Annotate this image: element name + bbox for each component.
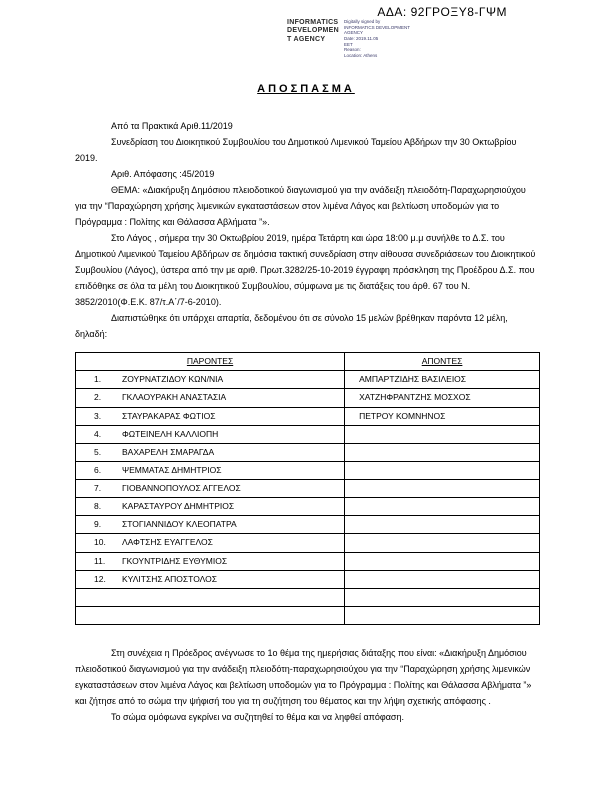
signature-detail-line: Digitally signed by <box>344 19 381 24</box>
absent-cell <box>345 588 540 606</box>
signature-detail-line: Location: Athens <box>344 52 378 58</box>
present-member-name: ΦΩΤΕΙΝΕΛΗ ΚΑΛΛΙΟΠΗ <box>122 428 219 439</box>
theme-paragraph: ΘΕΜΑ: «Διακήρυξη Δημόσιου πλειοδοτικού διαγωνισμού για την ανάδειξη πλειοδότη-Παραχωρησιούχου για την “Παραχώρηση χρήσης λιμενικών εγκαταστάσεων στον λιμένα Λάγος και βελτίωση υποδομών για το Πρόγραμμα : Πολίτης και Θάλασσα Αβλήματα ”». <box>75 185 526 228</box>
present-cell <box>76 389 345 407</box>
row-number: 7. <box>94 483 102 494</box>
signature-detail-line: INFORMATICS DEVELOPMENT AGENCY <box>344 24 410 36</box>
present-cell <box>76 516 345 534</box>
present-cell <box>76 498 345 516</box>
attendance-row <box>76 407 540 425</box>
signature-detail-line: Reason: <box>344 47 361 53</box>
present-cell <box>76 407 345 425</box>
absent-cell <box>345 461 540 479</box>
signature-agency-name <box>287 19 339 58</box>
row-number: 12. <box>94 573 106 584</box>
absent-cell <box>345 389 540 407</box>
present-member-name: ΓΚΛΑΟΥΡΑΚΗ ΑΝΑΣΤΑΣΙΑ <box>122 392 227 403</box>
signature-detail-line: EET <box>344 41 353 47</box>
digital-signature-stamp <box>287 19 414 58</box>
absent-cell <box>345 516 540 534</box>
agency-line: DEVELOPMEN <box>287 27 340 35</box>
present-member-name: ΓΚΟΥΝΤΡΙΔΗΣ ΕΥΘΥΜΙΟΣ <box>122 555 228 566</box>
present-member-name: ΣΤΟΓΙΑΝΝΙΔΟΥ ΚΛΕΟΠΑΤΡΑ <box>122 519 237 530</box>
absent-member-name: ΑΜΠΑΡΤΖΙΔΗΣ ΒΑΣΙΛΕΙΟΣ <box>359 374 467 385</box>
present-cell <box>76 606 345 624</box>
row-number: 6. <box>94 464 102 475</box>
attendance-row <box>76 443 540 461</box>
present-member-name: ΣΤΑΥΡΑΚΑΡΑΣ ΦΩΤΙΟΣ <box>122 410 216 421</box>
present-member-name: ΒΑΧΑΡΕΛΗ ΣΜΑΡΑΓΔΑ <box>122 446 215 457</box>
signature-detail-line: Date: 2019.11.05 <box>344 35 379 41</box>
meeting-paragraph: Στο Λάγος , σήμερα την 30 Οκτωβρίου 2019, ημέρα Τετάρτη και ώρα 18:00 μ.μ συνήλθε το Δ.Σ. του Δημοτικού Λιμενικού Ταμείου Αβδήρων σε δημόσια τακτική συνεδρίαση στην αίθουσα συνεδριάσεων του Διοικητικού Συμβουλίου (Λάγος), ύστερα από την με αριθ. Πρωτ.3282/25-10-2019 έγγραφη πρόσκληση της Προέδρου Δ.Σ. που επιδόθηκε σε όλα τα μέλη του Διοικητικού Συμβουλίου, σύμφωνα με τις διατάξεις του άρθ. 67 του Ν. 3852/2010(Φ.Ε.Κ. 87/τ.Α΄/7-6-2010). <box>75 233 536 308</box>
row-number: 4. <box>94 428 102 439</box>
closing-section <box>75 645 540 725</box>
attendance-header-row <box>76 353 540 371</box>
present-cell <box>76 443 345 461</box>
row-number: 10. <box>94 537 106 548</box>
attendance-row <box>76 570 540 588</box>
row-number: 3. <box>94 410 102 421</box>
row-number: 9. <box>94 519 102 530</box>
closing-paragraph-2: Το σώμα ομόφωνα εγκρίνει να συζητηθεί το θέμα και να ληφθεί απόφαση. <box>111 712 404 723</box>
present-cell <box>76 461 345 479</box>
present-cell <box>76 570 345 588</box>
attendance-row <box>76 425 540 443</box>
present-member-name: ΓΙΟΒΑΝΝΟΠΟΥΛΟΣ ΑΓΓΕΛΟΣ <box>122 483 241 494</box>
absent-cell <box>345 498 540 516</box>
absent-cell <box>345 371 540 389</box>
attendance-row <box>76 461 540 479</box>
decision-number: Αριθ. Απόφασης :45/2019 <box>111 169 215 180</box>
attendance-row <box>76 516 540 534</box>
attendance-table <box>75 352 540 625</box>
ada-code: ΑΔΑ: 92ΓΡΟΞΥ8-ΓΨΜ <box>377 5 507 19</box>
document-body <box>75 118 540 725</box>
present-cell <box>76 588 345 606</box>
agency-line: INFORMATICS <box>287 19 339 26</box>
agency-line: T AGENCY <box>287 35 326 43</box>
session-line: Συνεδρίαση του Διοικητικού Συμβουλίου του Δημοτικού Λιμενικού Ταμείου Αβδήρων την 30 Οκτωβρίου 2019. <box>75 137 517 164</box>
closing-paragraph-1: Στη συνέχεια η Πρόεδρος ανέγνωσε το 1ο θέμα της ημερήσιας διάταξης που είναι: «Διακήρυξη Δημόσιου πλειοδοτικού διαγωνισμού για την ανάδειξη πλειοδότη-παραχωρησιούχου για την “Παραχώρηση χρήσης λιμενικών εγκαταστάσεων στον λιμένα Λάγος και βελτίωση υποδομών για το Πρόγραμμα : Πολίτης και Θάλασσα Αβλήματα ”» και ζήτησε από το σώμα την ψήφισή του για τη συζήτηση του θέματος και την λήψη σχετικής απόφασης . <box>75 648 532 707</box>
present-cell <box>76 552 345 570</box>
attendance-row <box>76 371 540 389</box>
present-cell <box>76 371 345 389</box>
document-title: ΑΠΟΣΠΑΣΜΑ <box>257 83 355 95</box>
attendance-row <box>76 389 540 407</box>
absent-cell <box>345 443 540 461</box>
row-number: 1. <box>94 374 102 385</box>
quorum-paragraph: Διαπιστώθηκε ότι υπάρχει απαρτία, δεδομένου ότι σε σύνολο 15 μελών βρέθηκαν παρόντα 12 μέλη, δηλαδή: <box>75 313 508 340</box>
attendance-row <box>76 480 540 498</box>
row-number: 11. <box>94 555 106 566</box>
absent-cell <box>345 425 540 443</box>
absent-header: ΑΠΟΝΤΕΣ <box>345 353 540 371</box>
row-number: 2. <box>94 392 102 403</box>
attendance-row <box>76 606 540 624</box>
present-cell <box>76 534 345 552</box>
absent-cell <box>345 606 540 624</box>
row-number: 8. <box>94 501 102 512</box>
present-header: ΠΑΡΟΝΤΕΣ <box>76 353 345 371</box>
present-cell <box>76 425 345 443</box>
present-member-name: ΛΑΦΤΣΗΣ ΕΥΑΓΓΕΛΟΣ <box>122 537 213 548</box>
present-cell <box>76 480 345 498</box>
present-member-name: ΚΥΛΙΤΣΗΣ ΑΠΟΣΤΟΛΟΣ <box>122 573 218 584</box>
minutes-reference: Από τα Πρακτικά Αριθ.11/2019 <box>111 121 233 131</box>
signature-details <box>344 19 414 58</box>
absent-cell <box>345 570 540 588</box>
row-number: 5. <box>94 446 102 457</box>
absent-cell <box>345 480 540 498</box>
absent-cell <box>345 407 540 425</box>
absent-cell <box>345 552 540 570</box>
present-member-name: ΨΕΜΜΑΤΑΣ ΔΗΜΗΤΡΙΟΣ <box>122 464 222 475</box>
absent-cell <box>345 534 540 552</box>
attendance-row <box>76 534 540 552</box>
absent-member-name: ΠΕΤΡΟΥ ΚΟΜΝΗΝΟΣ <box>359 410 446 421</box>
present-member-name: ΖΟΥΡΝΑΤΖΙΔΟΥ ΚΩΝ/ΝΙΑ <box>122 374 224 385</box>
absent-member-name: ΧΑΤΖΗΦΡΑΝΤΖΗΣ ΜΟΣΧΟΣ <box>359 392 471 403</box>
present-member-name: ΚΑΡΑΣΤΑΥΡΟΥ ΔΗΜΗΤΡΙΟΣ <box>122 501 235 512</box>
attendance-row <box>76 498 540 516</box>
attendance-row <box>76 552 540 570</box>
attendance-row <box>76 588 540 606</box>
